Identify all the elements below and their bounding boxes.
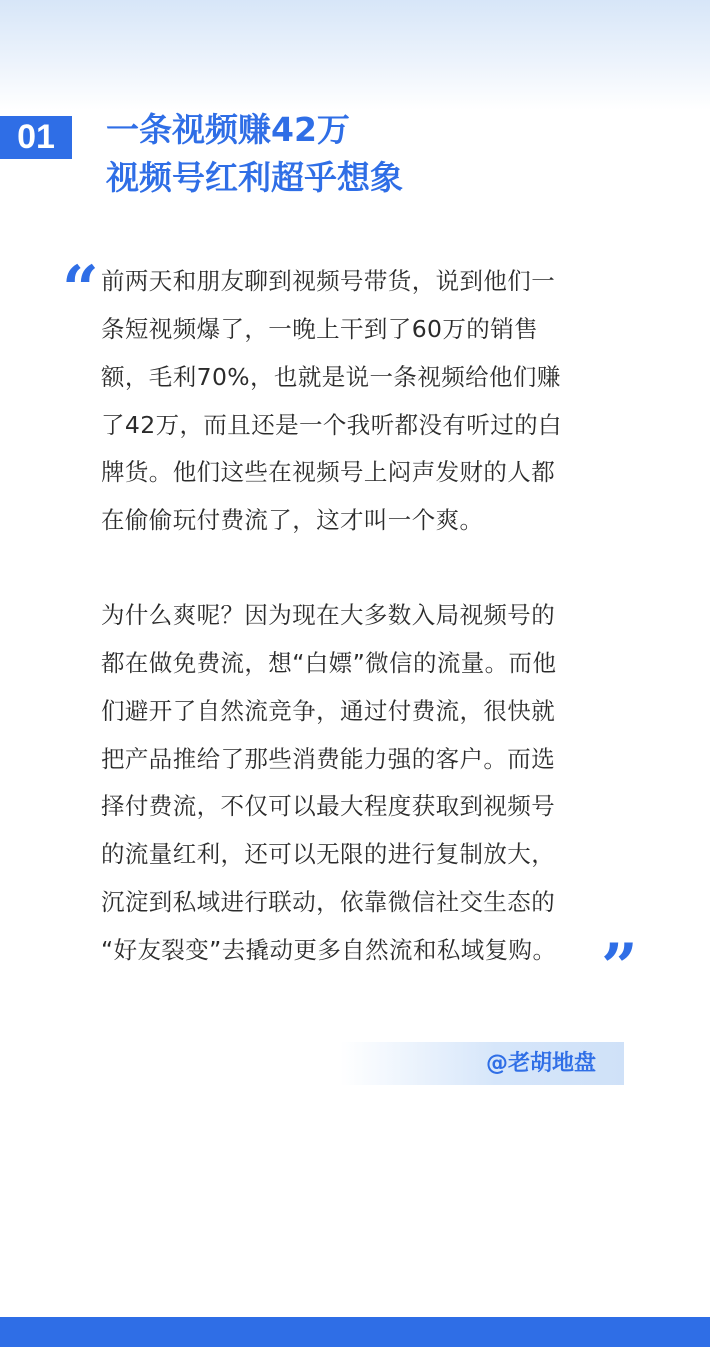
paragraph-line: 为什么爽呢？因为现在大多数入局视频号的 <box>101 601 556 629</box>
close-quote-icon: ” <box>601 930 638 1005</box>
paragraph-line: 前两天和朋友聊到视频号带货，说到他们一 <box>101 267 556 295</box>
bottom-accent-bar <box>0 1317 710 1347</box>
paragraph-line: 牌货。他们这些在视频号上闷声发财的人都 <box>101 458 556 486</box>
author-tag <box>340 1042 624 1085</box>
paragraph-line: 额，毛利70%，也就是说一条视频给他们赚 <box>101 363 561 391</box>
paragraph-line: 的流量红利，还可以无限的进行复制放大， <box>101 840 556 868</box>
section-title-line-1: 一条视频赚42万 <box>106 110 350 149</box>
section-number-badge: 01 <box>0 116 72 159</box>
paragraph-line: 择付费流，不仅可以最大程度获取到视频号 <box>101 792 556 820</box>
paragraph-line: 条短视频爆了，一晚上干到了60万的销售 <box>101 315 539 343</box>
paragraph-line: 在偷偷玩付费流了，这才叫一个爽。 <box>101 506 484 534</box>
paragraph-line: “好友裂变”去撬动更多自然流和私域复购。 <box>101 936 557 964</box>
section-title-line-2: 视频号红利超乎想象 <box>106 158 403 197</box>
paragraph-line: 了42万，而且还是一个我听都没有听过的白 <box>101 411 562 439</box>
paragraph-line: 沉淀到私域进行联动，依靠微信社交生态的 <box>101 888 556 916</box>
paragraph-line: 都在做免费流，想“白嫖”微信的流量。而他 <box>101 649 557 677</box>
paragraph-line: 们避开了自然流竞争，通过付费流，很快就 <box>101 697 556 725</box>
paragraph-line: 把产品推给了那些消费能力强的客户。而选 <box>101 745 556 773</box>
author-handle: @老胡地盘 <box>485 1051 596 1076</box>
top-gradient-band <box>0 0 710 110</box>
open-quote-icon: “ <box>62 252 99 327</box>
